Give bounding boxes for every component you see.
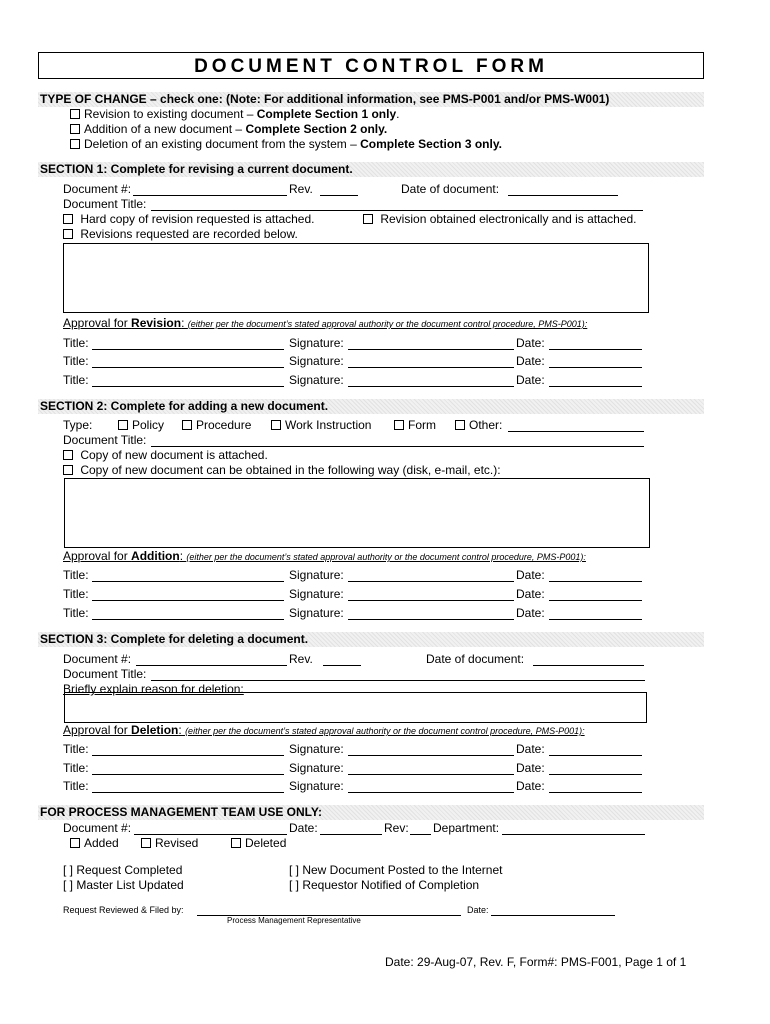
s3-date-label: Date of document: [426,652,525,666]
date-field[interactable] [549,755,642,756]
signature-label: Signature: [289,742,344,756]
checkbox[interactable] [271,420,281,430]
footer: Date: 29-Aug-07, Rev. F, Form#: PMS-F001, Page 1 of 1 [385,955,687,969]
s2-type-other[interactable]: Other: [455,418,502,432]
s3-rev-field[interactable] [323,665,361,666]
checkbox[interactable] [70,838,80,848]
date-label: Date: [516,761,545,775]
signature-field[interactable] [348,755,514,756]
section1-header: SECTION 1: Complete for revising a current document. [40,162,353,176]
pmt-request-completed[interactable]: [ ] Request Completed [63,863,183,877]
signature-field[interactable] [348,619,514,620]
s3-reason-box[interactable] [64,692,647,723]
pmt-document-no-label: Document #: [63,821,132,835]
pmt-department-field[interactable] [502,834,645,835]
s3-document-title-field[interactable] [151,680,645,681]
s2-type-procedure[interactable]: Procedure [182,418,251,432]
title-field[interactable] [92,386,284,387]
signature-label: Signature: [289,568,344,582]
checkbox[interactable] [182,420,192,430]
s2-type-policy[interactable]: Policy [118,418,164,432]
checkbox[interactable] [63,229,73,239]
s2-document-title-label: Document Title: [63,433,147,447]
title-field[interactable] [92,755,284,756]
date-label: Date: [516,587,545,601]
pmt-reviewed-date-field[interactable] [491,915,615,916]
title-field[interactable] [92,367,284,368]
pmt-added[interactable]: Added [70,836,119,850]
date-label: Date: [516,354,545,368]
date-field[interactable] [549,600,642,601]
signature-label: Signature: [289,761,344,775]
s2-approval: Approval for Addition: (either per the document’s stated approval authority or the document control procedure, PMS-P001): [63,549,586,563]
checkbox[interactable] [455,420,465,430]
pmt-header: FOR PROCESS MANAGEMENT TEAM USE ONLY: [40,805,323,819]
s1-document-title-label: Document Title: [63,197,147,211]
section2-header: SECTION 2: Complete for adding a new document. [40,399,329,413]
pmt-date-field[interactable] [320,834,382,835]
signature-label: Signature: [289,336,344,350]
title-field[interactable] [92,619,284,620]
checkbox[interactable] [394,420,404,430]
s1-document-title-field[interactable] [151,210,643,211]
date-field[interactable] [549,386,642,387]
s3-document-title-label: Document Title: [63,667,147,681]
date-label: Date: [516,373,545,387]
date-label: Date: [516,742,545,756]
pmt-department-label: Department: [433,821,500,835]
date-label: Date: [516,606,545,620]
section3-header: SECTION 3: Complete for deleting a document. [40,632,309,646]
checkbox[interactable] [70,139,80,149]
s3-rev-label: Rev. [289,652,313,666]
pmt-requestor-notified[interactable]: [ ] Requestor Notified of Completion [289,878,480,892]
checkbox[interactable] [118,420,128,430]
option-deletion[interactable]: Deletion of an existing document from the system – Complete Section 3 only. [70,137,502,151]
s2-document-title-field[interactable] [151,446,644,447]
checkbox[interactable] [63,450,73,460]
s1-document-no-field[interactable] [133,195,287,196]
form-title: DOCUMENT CONTROL FORM [38,52,704,79]
s3-document-no-label: Document #: [63,652,132,666]
s1-document-no-label: Document #: [63,182,132,196]
pmt-reviewed-date-label: Date: [467,905,489,915]
signature-field[interactable] [348,386,514,387]
title-label: Title: [63,606,89,620]
s2-other-field[interactable] [508,431,644,432]
s2-copy-attached[interactable]: Copy of new document is attached. [63,448,268,462]
s1-date-field[interactable] [508,195,618,196]
s1-date-label: Date of document: [401,182,500,196]
signature-field[interactable] [348,792,514,793]
signature-label: Signature: [289,779,344,793]
title-field[interactable] [92,600,284,601]
s1-recorded[interactable]: Revisions requested are recorded below. [63,227,298,241]
s1-approval: Approval for Revision: (either per the document’s stated approval authority or the document control procedure, PMS-P001): [63,316,588,330]
pmt-master-list[interactable]: [ ] Master List Updated [63,878,184,892]
date-field[interactable] [549,367,642,368]
option-addition[interactable]: Addition of a new document – Complete Section 2 only. [70,122,387,136]
date-field[interactable] [549,774,642,775]
pmt-representative-caption: Process Management Representative [227,916,361,925]
title-label: Title: [63,761,89,775]
s2-type-form[interactable]: Form [394,418,436,432]
signature-label: Signature: [289,606,344,620]
pmt-document-no-field[interactable] [134,834,287,835]
checkbox[interactable] [141,838,151,848]
date-label: Date: [516,779,545,793]
s1-revisions-box[interactable] [63,243,649,313]
date-field[interactable] [549,619,642,620]
s1-rev-field[interactable] [320,195,358,196]
option-revision[interactable]: Revision to existing document – Complete Section 1 only. [70,107,399,121]
title-label: Title: [63,336,89,350]
title-label: Title: [63,587,89,601]
checkbox[interactable] [63,465,73,475]
s3-reason-label: Briefly explain reason for deletion: [63,682,244,696]
signature-label: Signature: [289,587,344,601]
signature-field[interactable] [348,774,514,775]
signature-field[interactable] [348,581,514,582]
title-label: Title: [63,373,89,387]
signature-label: Signature: [289,354,344,368]
s1-rev-label: Rev. [289,182,313,196]
date-field[interactable] [549,349,642,350]
pmt-revised[interactable]: Revised [141,836,198,850]
s3-approval: Approval for Deletion: (either per the document’s stated approval authority or the document control procedure, PMS-P001): [63,723,585,737]
checkbox[interactable] [63,214,73,224]
checkbox[interactable] [70,109,80,119]
title-field[interactable] [92,792,284,793]
checkbox[interactable] [363,214,373,224]
signature-field[interactable] [348,349,514,350]
signature-label: Signature: [289,373,344,387]
title-field[interactable] [92,774,284,775]
s2-type-work-instruction[interactable]: Work Instruction [271,418,371,432]
s1-electronic[interactable]: Revision obtained electronically and is attached. [363,212,637,226]
date-label: Date: [516,336,545,350]
title-label: Title: [63,742,89,756]
checkbox[interactable] [70,124,80,134]
pmt-new-posted[interactable]: [ ] New Document Posted to the Internet [289,863,503,877]
s3-document-no-field[interactable] [136,665,287,666]
title-field[interactable] [92,349,284,350]
date-label: Date: [516,568,545,582]
s1-hardcopy[interactable]: Hard copy of revision requested is attached. [63,212,314,226]
type-of-change-header: TYPE OF CHANGE – check one: (Note: For additional information, see PMS-P001 and/or PMS-W001) [40,92,610,106]
pmt-rev-field[interactable] [410,834,431,835]
checkbox[interactable] [231,838,241,848]
title-field[interactable] [92,581,284,582]
title-label: Title: [63,779,89,793]
date-field[interactable] [549,581,642,582]
s3-date-field[interactable] [533,665,644,666]
title-label: Title: [63,568,89,582]
title-label: Title: [63,354,89,368]
pmt-date-label: Date: [289,821,318,835]
signature-field[interactable] [348,600,514,601]
s2-type-label: Type: [63,418,93,432]
s2-copy-box[interactable] [64,478,650,548]
pmt-reviewed-by-label: Request Reviewed & Filed by: [63,905,184,915]
date-field[interactable] [549,792,642,793]
pmt-deleted[interactable]: Deleted [231,836,286,850]
pmt-rev-label: Rev: [384,821,409,835]
s2-copy-obtained[interactable]: Copy of new document can be obtained in the following way (disk, e-mail, etc.): [63,463,501,477]
signature-field[interactable] [348,367,514,368]
